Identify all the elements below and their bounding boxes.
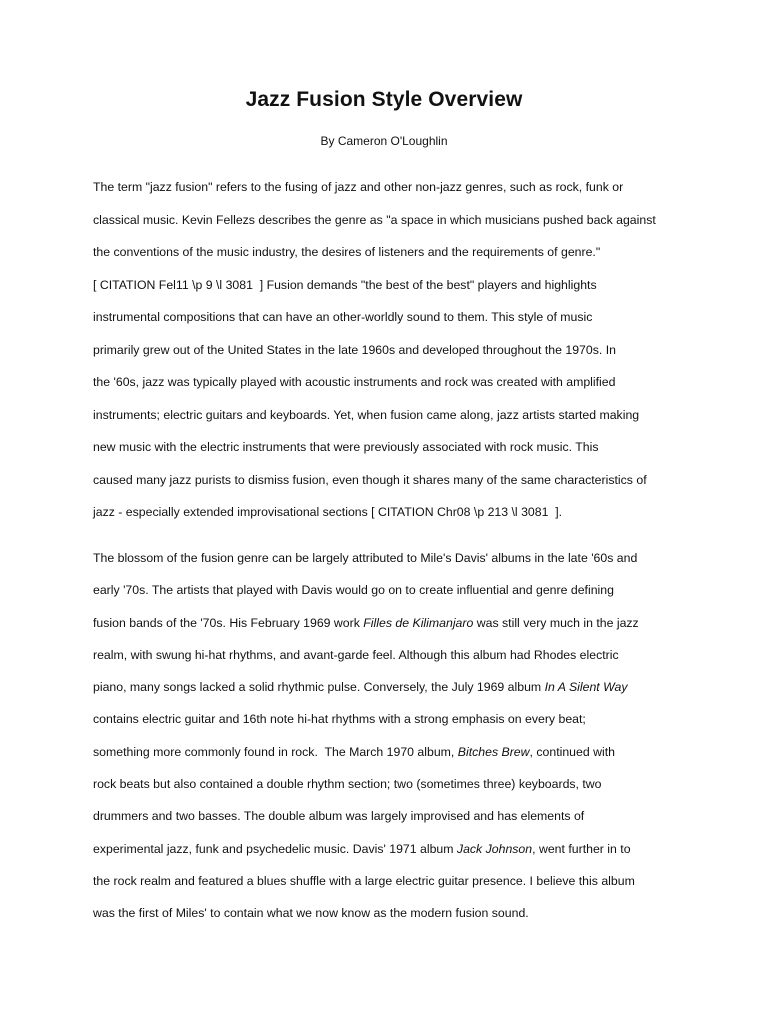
paragraph-line: fusion bands of the '70s. His February 1969 work Filles de Kilimanjaro was still very much in the jazz [93, 615, 639, 630]
paragraph-1 [93, 171, 693, 529]
paragraph-line: The term "jazz fusion" refers to the fusing of jazz and other non-jazz genres, such as rock, funk or [93, 180, 624, 194]
document-title: Jazz Fusion Style Overview [245, 88, 523, 111]
paragraph-line: instrumental compositions that can have an other-worldly sound to them. This style of music [93, 310, 593, 324]
paragraph-line: The blossom of the fusion genre can be largely attributed to Mile's Davis' albums in the late '60s and [93, 551, 638, 565]
paragraph-line: instruments; electric guitars and keyboards. Yet, when fusion came along, jazz artists started making [93, 407, 640, 422]
paragraph-line: the rock realm and featured a blues shuffle with a large electric guitar presence. I believe this album [93, 873, 635, 888]
paragraph-line: caused many jazz purists to dismiss fusion, even though it shares many of the same characteristics of [93, 472, 647, 487]
paragraph-line: drummers and two basses. The double album was largely improvised and has elements of [93, 809, 585, 824]
album-title: Jack Johnson [456, 841, 533, 856]
album-title: Bitches Brew [457, 744, 530, 759]
paragraph-line: jazz - especially extended improvisational sections [ CITATION Chr08 \p 213 \l 3081 ]. [93, 505, 563, 519]
paragraph-line: realm, with swung hi-hat rhythms, and avant-garde feel. Although this album had Rhodes electric [93, 647, 619, 662]
paragraph-line: rock beats but also contained a double rhythm section; two (sometimes three) keyboards, two [93, 777, 602, 792]
paragraph-line: the conventions of the music industry, the desires of listeners and the requirements of genre." [93, 245, 601, 259]
paragraph-line: experimental jazz, funk and psychedelic music. Davis' 1971 album Jack Johnson, went further in to [93, 841, 631, 856]
paragraph-line: classical music. Kevin Fellezs describes the genre as "a space in which musicians pushed back against [93, 212, 656, 227]
paragraph-line: the '60s, jazz was typically played with acoustic instruments and rock was created with amplified [93, 375, 616, 389]
paragraph-line: primarily grew out of the United States in the late 1960s and developed throughout the 1970s. In [93, 342, 616, 357]
document-byline: By Cameron O'Loughlin [320, 134, 448, 148]
paragraph-line: early '70s. The artists that played with Davis would go on to create influential and genre defining [93, 583, 614, 598]
paragraph-2 [93, 542, 693, 930]
paragraph-line: piano, many songs lacked a solid rhythmic pulse. Conversely, the July 1969 album In A Silent Way [93, 680, 628, 695]
paragraph-line: something more commonly found in rock. The March 1970 album, Bitches Brew, continued with [93, 744, 615, 759]
album-title: In A Silent Way [544, 680, 628, 695]
paragraph-line: was the first of Miles' to contain what we now know as the modern fusion sound. [93, 906, 529, 921]
paragraph-line: contains electric guitar and 16th note hi-hat rhythms with a strong emphasis on every beat; [93, 712, 586, 727]
paragraph-line: [ CITATION Fel11 \p 9 \l 3081 ] Fusion demands "the best of the best" players and highlights [93, 277, 597, 292]
paragraph-line: new music with the electric instruments that were previously associated with rock music. This [93, 440, 599, 454]
album-title: Filles de Kilimanjaro [363, 615, 474, 630]
